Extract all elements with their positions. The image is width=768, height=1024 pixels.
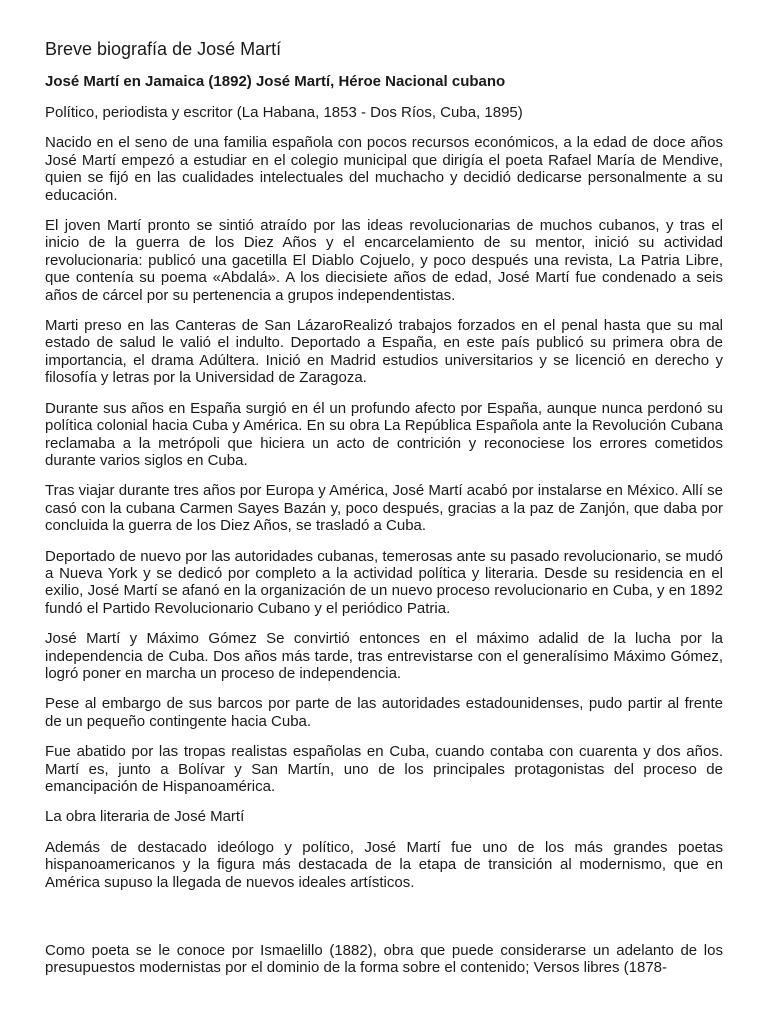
document-page xyxy=(45,38,723,990)
paragraph: José Martí y Máximo Gómez Se convirtió entonces en el máximo adalid de la lucha por la independencia de Cuba. Dos años más tarde, tras entrevistarse con el generalísimo Máximo Gómez, logró poner en marcha un proceso de independencia. xyxy=(45,630,723,682)
paragraph: Nacido en el seno de una familia española con pocos recursos económicos, a la edad de doce años José Martí empezó a estudiar en el colegio municipal que dirigía el poeta Rafael María de Mendive, quien se fijó en las cualidades intelectuales del muchacho y decidió dedicarse personalmente a su educación. xyxy=(45,134,723,204)
section-paragraph: Además de destacado ideólogo y político, José Martí fue uno de los más grandes poetas hispanoamericanos y la figura más destacada de la etapa de transición al modernismo, que en América supuso la llegada de nuevos ideales artísticos. xyxy=(45,838,723,891)
paragraph: Deportado de nuevo por las autoridades cubanas, temerosas ante su pasado revolucionario, se mudó a Nueva York y se dedicó por completo a la actividad política y literaria. Desde su residencia en el exilio, José Martí se afanó en la organización de un nuevo proceso revolucionario en Cuba, y en 1892 fundó el Partido Revolucionario Cubano y el periódico Patria. xyxy=(45,547,723,617)
blank-gap xyxy=(45,904,723,942)
paragraph: Fue abatido por las tropas realistas españolas en Cuba, cuando contaba con cuarenta y dos años. Martí es, junto a Bolívar y San Martín, uno de los principales protagonistas del proceso de emancipación de Hispanoamérica. xyxy=(45,743,723,795)
document-title: Breve biografía de José Martí xyxy=(45,39,282,59)
paragraph: Tras viajar durante tres años por Europa y América, José Martí acabó por instalarse en México. Allí se casó con la cubana Carmen Sayes Bazán y, poco después, gracias a la paz de Zanjón, que daba por concluida la guerra de los Diez Años, se trasladó a Cuba. xyxy=(45,482,723,535)
paragraph: El joven Martí pronto se sintió atraído por las ideas revolucionarias de muchos cubanos, y tras el inicio de la guerra de los Diez Años y el encarcelamiento de su mentor, inició su actividad revolucionaria: publicó una gacetilla El Diablo Cojuelo, y poco después una revista, La Patria Libre, que contenía su poema «Abdalá». A los diecisiete años de edad, José Martí fue condenado a seis años de cárcel por su pertenencia a grupos independentistas. xyxy=(45,217,723,304)
section-heading: La obra literaria de José Martí xyxy=(45,808,245,826)
paragraph: Pese al embargo de sus barcos por parte de las autoridades estadounidenses, pudo partir al frente de un pequeño contingente hacia Cuba. xyxy=(45,695,723,730)
document-subtitle: José Martí en Jamaica (1892) José Martí, Héroe Nacional cubano xyxy=(45,73,506,90)
intro-line: Político, periodista y escritor (La Habana, 1853 - Dos Ríos, Cuba, 1895) xyxy=(45,104,523,121)
paragraph: Durante sus años en España surgió en él un profundo afecto por España, aunque nunca perdonó su política colonial hacia Cuba y América. En su obra La República Española ante la Revolución Cubana reclamaba a la metrópoli que hiciera un acto de contrición y reconociese los errores cometidos durante varios siglos en Cuba. xyxy=(45,399,723,469)
paragraph: Marti preso en las Canteras de San LázaroRealizó trabajos forzados en el penal hasta que su mal estado de salud le valió el indulto. Deportado a España, en este país publicó su primera obra de importancia, el drama Adúltera. Inició en Madrid estudios universitarios y se licenció en derecho y filosofía y letras por la Universidad de Zaragoza. xyxy=(45,317,723,387)
section-paragraph: Como poeta se le conoce por Ismaelillo (1882), obra que puede considerarse un adelanto de los presupuestos modernistas por el dominio de la forma sobre el contenido; Versos libres (1878- xyxy=(45,942,723,977)
